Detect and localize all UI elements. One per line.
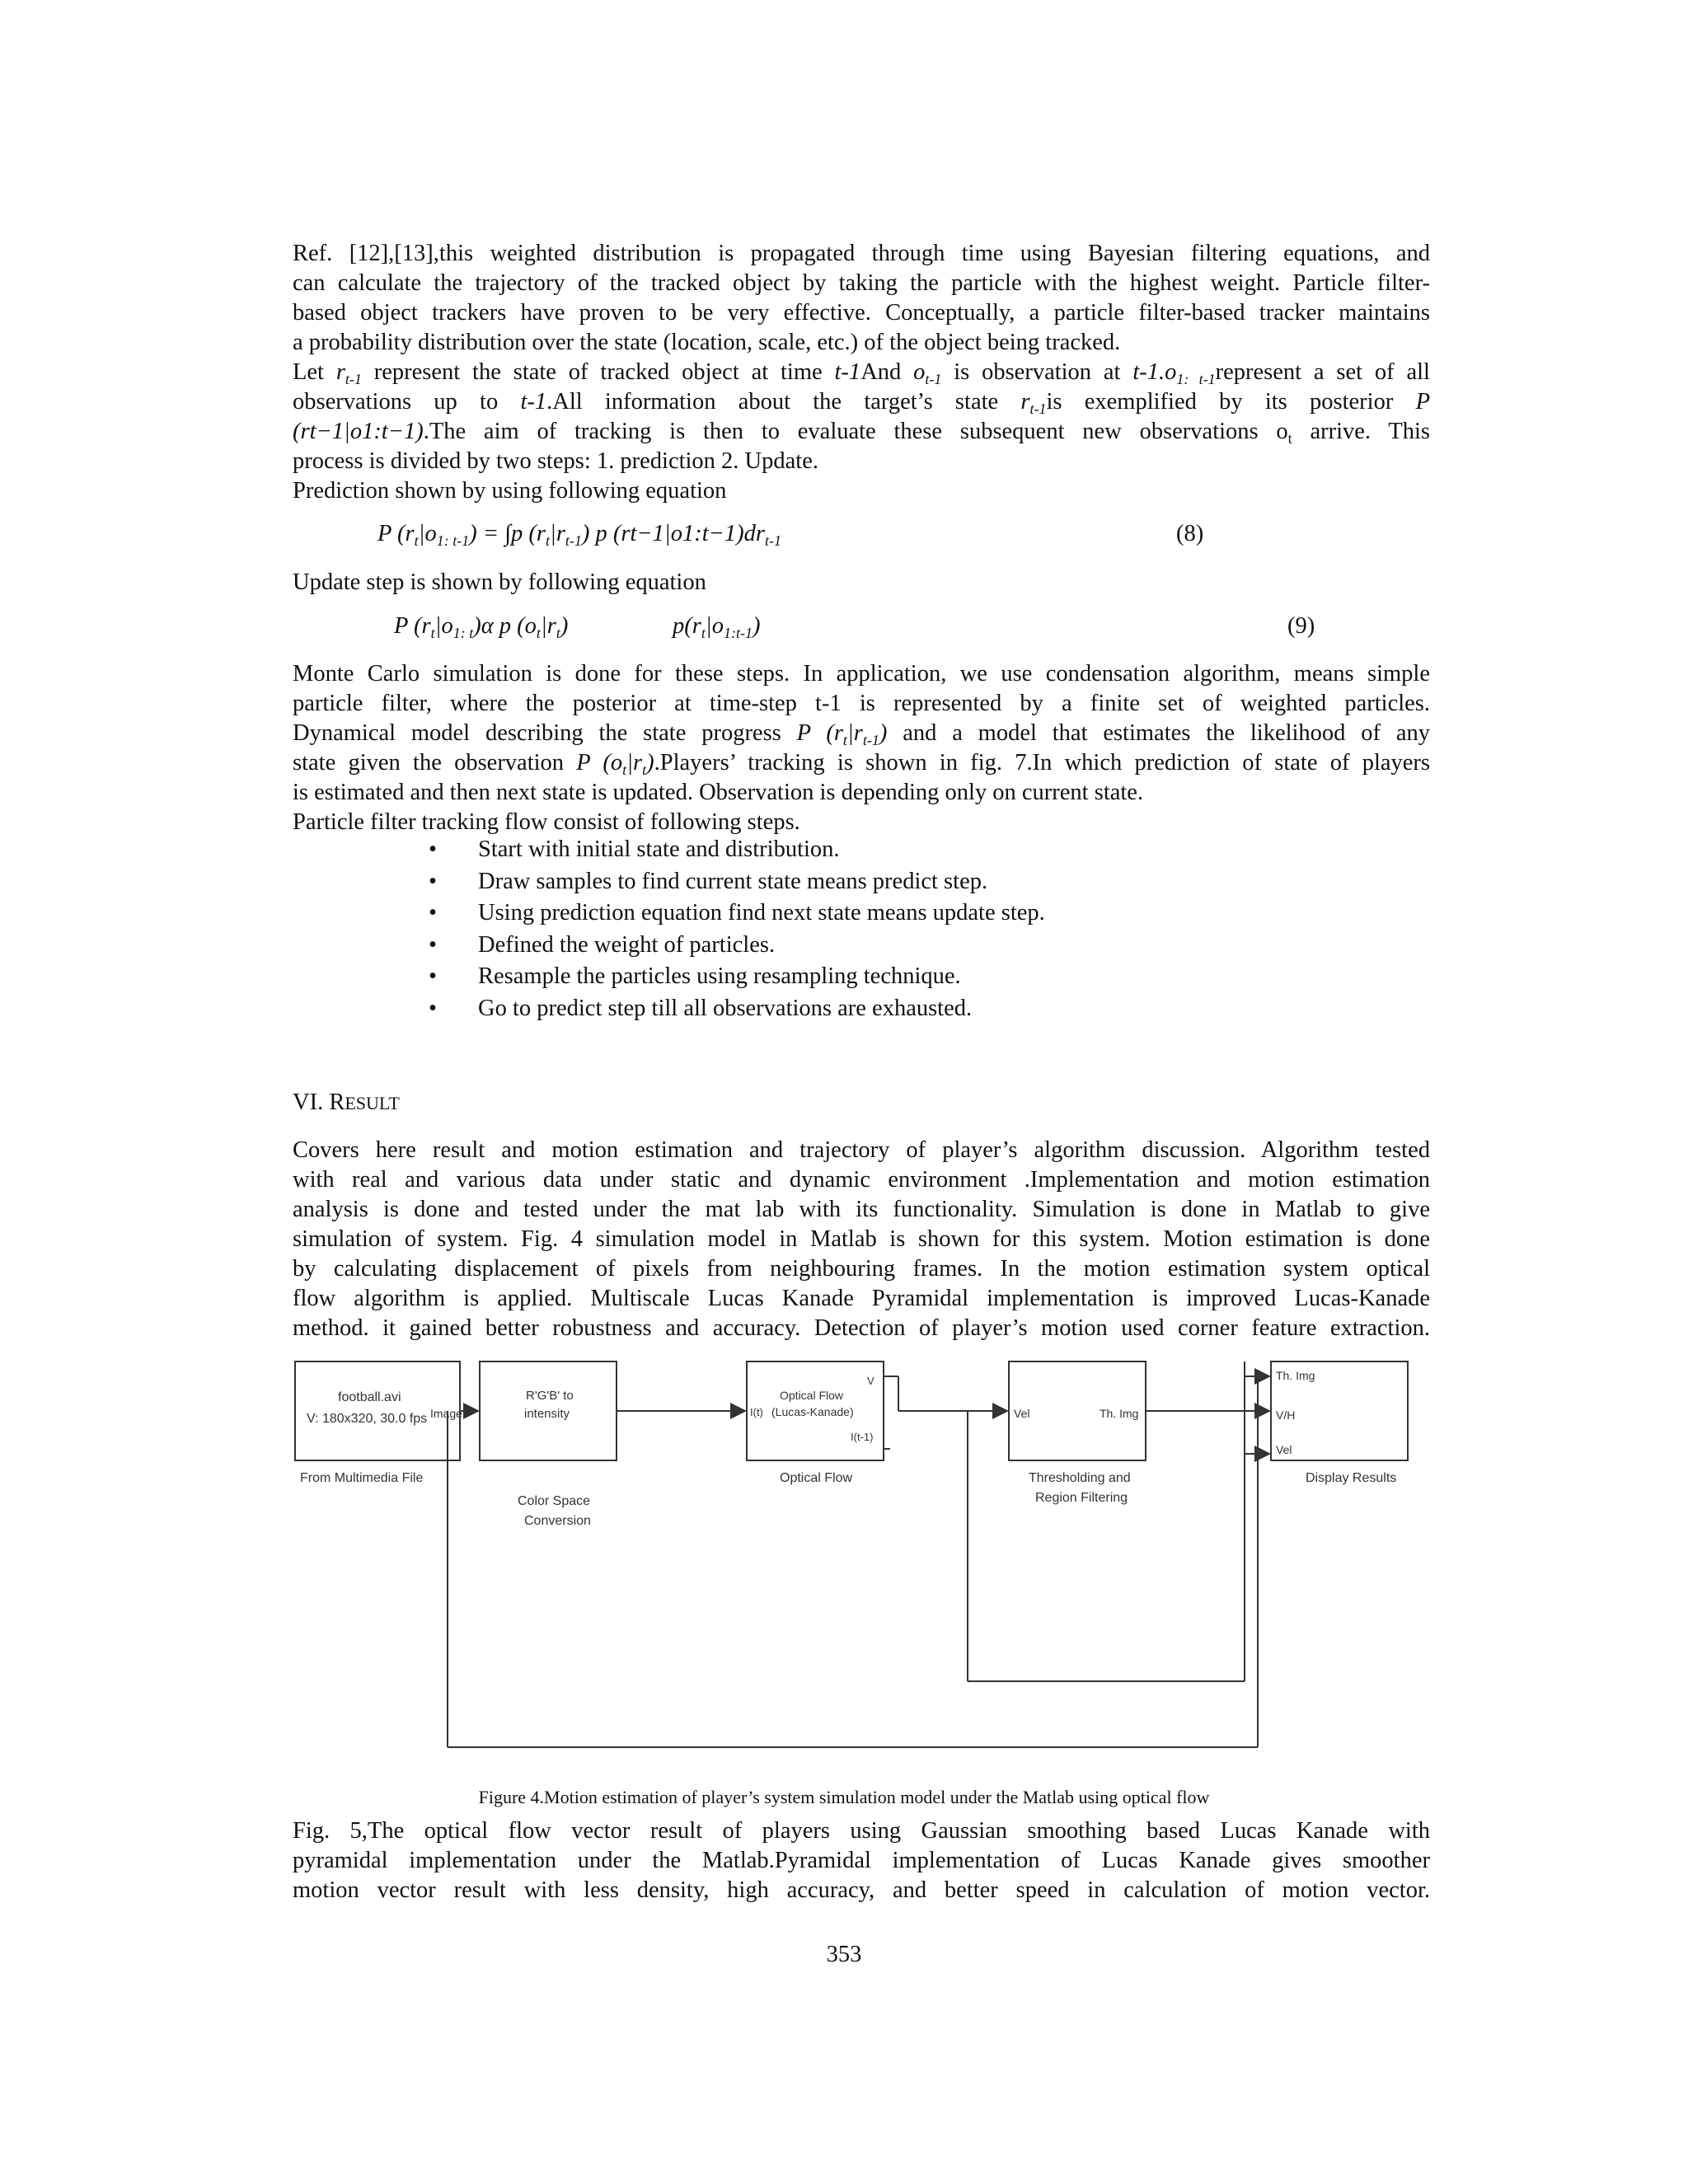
list-item: • Resample the particles using resampling technique. bbox=[429, 963, 961, 989]
port-label: V/H bbox=[1276, 1408, 1296, 1422]
text-line: can calculate the trajectory of the tracked object by taking the particle with the highest weight. Particle filter- bbox=[293, 270, 1430, 296]
text-line: by calculating displacement of pixels from neighbouring frames. In the motion estimation system optical bbox=[293, 1256, 1430, 1282]
block-label: Display Results bbox=[1306, 1471, 1397, 1485]
section-heading: VI. RESULT bbox=[293, 1090, 400, 1115]
text-line: flow algorithm is applied. Multiscale Lucas Kanade Pyramidal implementation is improved Lucas-Kanade bbox=[293, 1286, 1430, 1311]
text-line: Ref. [12],[13],this weighted distribution is propagated through time using Bayesian filtering equations, and bbox=[293, 241, 1430, 266]
text-line: Dynamical model describing the state progress P $(r_t|r_{t-1})$ and a model that estimates the likelihood of any bbox=[293, 720, 1430, 748]
port-label: I(t) bbox=[750, 1406, 763, 1418]
paragraph-state bbox=[293, 358, 1430, 506]
block-text: R'G'B' to bbox=[526, 1389, 574, 1403]
text-line: pyramidal implementation under the Matlab.Pyramidal implementation of Lucas Kanade gives smoother bbox=[293, 1848, 1430, 1873]
paragraph-monte-carlo bbox=[293, 659, 1430, 837]
block-text: Optical Flow bbox=[780, 1389, 844, 1402]
port-label: Th. Img bbox=[1276, 1369, 1315, 1382]
text-line: is estimated and then next state is updated. Observation is depending only on current state. bbox=[293, 780, 1144, 805]
port-label: V bbox=[867, 1375, 874, 1387]
steps-list bbox=[429, 834, 1045, 1024]
text-line: based object trackers have proven to be very effective. Conceptually, a particle filter-based tracker maintains bbox=[293, 300, 1430, 326]
equation-8: P $(r_t|o_{1: t-1}) = \int p$ $(r_t|r_{t-1})$ p $(rt-1|o1:t-1)dr_{t-1}$ bbox=[377, 521, 781, 549]
equation-9: P $(r_t|o_{1: t})\alpha$ p $(o_t|r_t)$ bbox=[394, 613, 569, 641]
text-line: with real and various data under static and dynamic environment .Implementation and motion estimation bbox=[293, 1167, 1430, 1193]
port-label: Vel bbox=[1014, 1407, 1030, 1420]
simulink-diagram bbox=[288, 1352, 1409, 1764]
equation-9-term: $p(r_t|o_{1:t-1})$ bbox=[673, 613, 761, 641]
text-line: Update step is shown by following equation bbox=[293, 569, 706, 595]
list-item: • Using prediction equation find next state means update step. bbox=[429, 900, 1045, 926]
list-item: • Start with initial state and distribution. bbox=[429, 837, 840, 862]
text-line: simulation of system. Fig. 4 simulation model in Matlab is shown for this system. Motion estimation is done bbox=[293, 1226, 1430, 1252]
block-label: Conversion bbox=[524, 1514, 591, 1528]
port-label: Th. Img bbox=[1100, 1407, 1139, 1420]
text-line: a probability distribution over the state (location, scale, etc.) of the object being tracked. bbox=[293, 330, 1121, 355]
text-line: process is divided by two steps: 1. prediction 2. Update. bbox=[293, 448, 818, 474]
text-line: Particle filter tracking flow consist of following steps. bbox=[293, 809, 800, 835]
update-label bbox=[293, 568, 1430, 598]
text-line: state given the observation P $(o_t|r_t).Players$’ tracking is shown in fig. 7.In which prediction of state of players bbox=[293, 750, 1430, 778]
text-line: particle filter, where the posterior at time-step t-1 is represented by a finite set of weighted particles. bbox=[293, 691, 1430, 716]
block-label: Optical Flow bbox=[780, 1471, 853, 1485]
text-line: analysis is done and tested under the mat lab with its functionality. Simulation is done in Matlab to give bbox=[293, 1197, 1430, 1222]
port-label: Vel bbox=[1276, 1443, 1292, 1456]
block-label: From Multimedia File bbox=[300, 1471, 424, 1485]
page-number: 353 bbox=[826, 1942, 862, 1967]
block-text: (Lucas-Kanade) bbox=[771, 1405, 854, 1418]
prediction-label: Prediction shown by using following equation bbox=[293, 478, 727, 504]
block-label: Region Filtering bbox=[1035, 1491, 1128, 1505]
block-text: intensity bbox=[524, 1407, 570, 1421]
block-text: football.avi bbox=[338, 1390, 401, 1404]
text-line: (rt−1|o1:t−1).The aim of tracking is then to evaluate these subsequent new observations $o_t$ arrive. This bbox=[293, 419, 1430, 447]
list-item: • Draw samples to find current state means predict step. bbox=[429, 868, 988, 894]
text-line: Let $r_{t-1}$ represent the state of tracked object at time t-1And $o_{t-1}$ is observation at $t-1.o_{1: t-1}represent$ a set of all bbox=[293, 359, 1430, 387]
block-text: V: 180x320, 30.0 fps bbox=[307, 1412, 428, 1426]
text-line: Covers here result and motion estimation and trajectory of player’s algorithm discussion. Algorithm tested bbox=[293, 1137, 1430, 1163]
block-label: Color Space bbox=[518, 1494, 591, 1508]
equation-9-number: (9) bbox=[1287, 613, 1315, 639]
text-line: method. it gained better robustness and accuracy. Detection of player’s motion used corner feature extraction. bbox=[293, 1315, 1430, 1341]
paragraph-result bbox=[293, 1136, 1430, 1343]
block-label: Thresholding and bbox=[1029, 1471, 1131, 1485]
text-line: Fig. 5,The optical flow vector result of players using Gaussian smoothing based Lucas Kanade with bbox=[293, 1818, 1430, 1844]
text-line: motion vector result with less density, high accuracy, and better speed in calculation of motion vector. bbox=[293, 1877, 1430, 1903]
equation-8-number: (8) bbox=[1176, 521, 1204, 546]
list-item: • Defined the weight of particles. bbox=[429, 931, 776, 958]
port-label: I(t-1) bbox=[851, 1431, 874, 1443]
paragraph-intro bbox=[293, 239, 1430, 358]
figure-caption: Figure 4.Motion estimation of player’s system simulation model under the Matlab using optical flow bbox=[478, 1787, 1210, 1807]
text-line: Monte Carlo simulation is done for these steps. In application, we use condensation algorithm, means simple bbox=[293, 661, 1430, 687]
paragraph-fig5 bbox=[293, 1816, 1430, 1905]
list-item: • Go to predict step till all observations are exhausted. bbox=[429, 995, 973, 1021]
port-label: Image bbox=[430, 1407, 462, 1420]
text-line: observations up to t-1.All information about the target’s state $r_{t-1}is$ exemplified by its posterior P bbox=[293, 389, 1430, 417]
